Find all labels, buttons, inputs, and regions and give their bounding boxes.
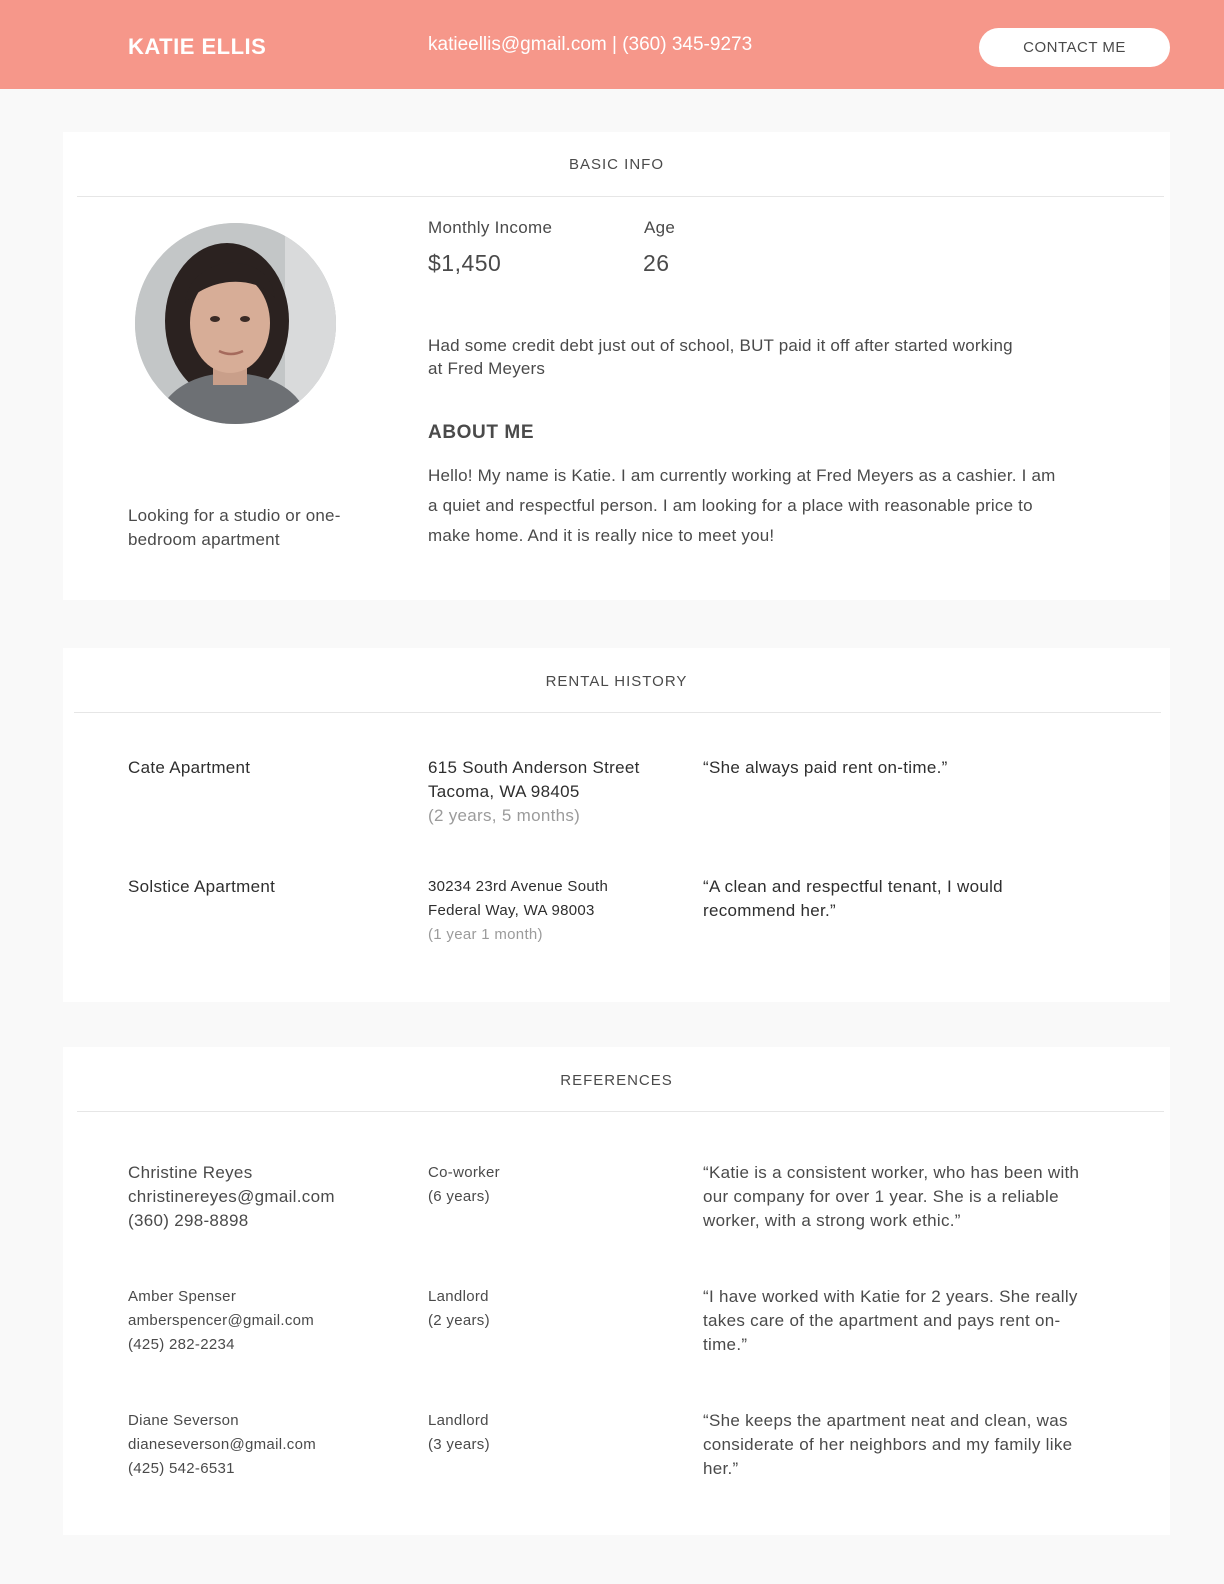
- about-me-heading: ABOUT ME: [428, 422, 535, 443]
- reference-phone: (425) 542-6531: [128, 1460, 235, 1477]
- reference-relation: Co-worker: [428, 1164, 500, 1181]
- reference-quote: “Katie is a consistent worker, who has been with our company for over 1 year. She is a reliable worker, with a strong work ethic.”: [703, 1163, 1080, 1230]
- rental-address-line1: 615 South Anderson Street: [428, 758, 640, 777]
- rental-history-title: RENTAL HISTORY: [545, 673, 688, 690]
- reference-duration: (3 years): [428, 1436, 490, 1453]
- age-label: Age: [644, 218, 676, 237]
- divider: [77, 1111, 1164, 1112]
- basic-info-card: [63, 132, 1170, 600]
- reference-phone: (360) 298-8898: [128, 1211, 249, 1230]
- contact-info: katieellis@gmail.com | (360) 345-9273: [428, 34, 753, 55]
- rental-duration: (1 year 1 month): [428, 926, 543, 943]
- reference-quote: “I have worked with Katie for 2 years. She really takes care of the apartment and pays rent on-time.”: [703, 1287, 1078, 1354]
- rental-row: [63, 875, 1170, 955]
- reference-phone: (425) 282-2234: [128, 1336, 235, 1353]
- basic-info-title: BASIC INFO: [568, 156, 664, 173]
- reference-email-link[interactable]: dianeseverson@gmail.com: [128, 1436, 317, 1453]
- person-portrait-icon: [135, 223, 336, 424]
- contact-me-button[interactable]: CONTACT ME: [979, 28, 1170, 67]
- rental-address-line2: Federal Way, WA 98003: [428, 902, 595, 919]
- looking-for-text: Looking for a studio or one-bedroom apartment: [128, 506, 341, 549]
- age-value: 26: [643, 250, 670, 276]
- reference-relation: Landlord: [428, 1288, 489, 1305]
- divider: [74, 712, 1161, 713]
- monthly-income-value: $1,450: [428, 250, 502, 276]
- monthly-income-label: Monthly Income: [428, 218, 553, 237]
- rental-address-line2: Tacoma, WA 98405: [428, 782, 580, 801]
- rental-quote: “A clean and respectful tenant, I would recommend her.”: [703, 877, 1003, 920]
- reference-quote: “She keeps the apartment neat and clean, was considerate of her neighbors and my family like her.”: [703, 1411, 1073, 1478]
- credit-note: Had some credit debt just out of school, BUT paid it off after started working at Fred Meyers: [428, 336, 1013, 378]
- reference-duration: (2 years): [428, 1312, 490, 1329]
- references-card: [63, 1047, 1170, 1535]
- rental-name: Cate Apartment: [128, 758, 251, 777]
- header-bar: [0, 0, 1224, 89]
- reference-row: [63, 1161, 1170, 1241]
- reference-duration: (6 years): [428, 1188, 490, 1205]
- profile-photo: [135, 223, 336, 424]
- rental-quote: “She always paid rent on-time.”: [703, 758, 948, 777]
- reference-name: Diane Severson: [128, 1412, 239, 1429]
- rental-name: Solstice Apartment: [128, 877, 276, 896]
- reference-name: Amber Spenser: [128, 1288, 237, 1305]
- rental-duration: (2 years, 5 months): [428, 806, 581, 825]
- reference-relation: Landlord: [428, 1412, 489, 1429]
- rental-address-line1: 30234 23rd Avenue South: [428, 878, 609, 895]
- rental-row: [63, 756, 1170, 836]
- reference-row: [63, 1409, 1170, 1489]
- reference-row: [63, 1285, 1170, 1365]
- divider: [77, 196, 1164, 197]
- reference-email-link[interactable]: christinereyes@gmail.com: [128, 1187, 335, 1206]
- applicant-name: KATIE ELLIS: [128, 34, 267, 59]
- reference-email-link[interactable]: amberspencer@gmail.com: [128, 1312, 315, 1329]
- reference-name: Christine Reyes: [128, 1163, 253, 1182]
- references-title: REFERENCES: [560, 1072, 673, 1089]
- rental-history-card: [63, 648, 1170, 1002]
- about-me-text: Hello! My name is Katie. I am currently working at Fred Meyers as a cashier. I am a quiet and respectful person. I am looking for a place with reasonable price to make home. And it is really nice to meet you!: [428, 466, 1056, 545]
